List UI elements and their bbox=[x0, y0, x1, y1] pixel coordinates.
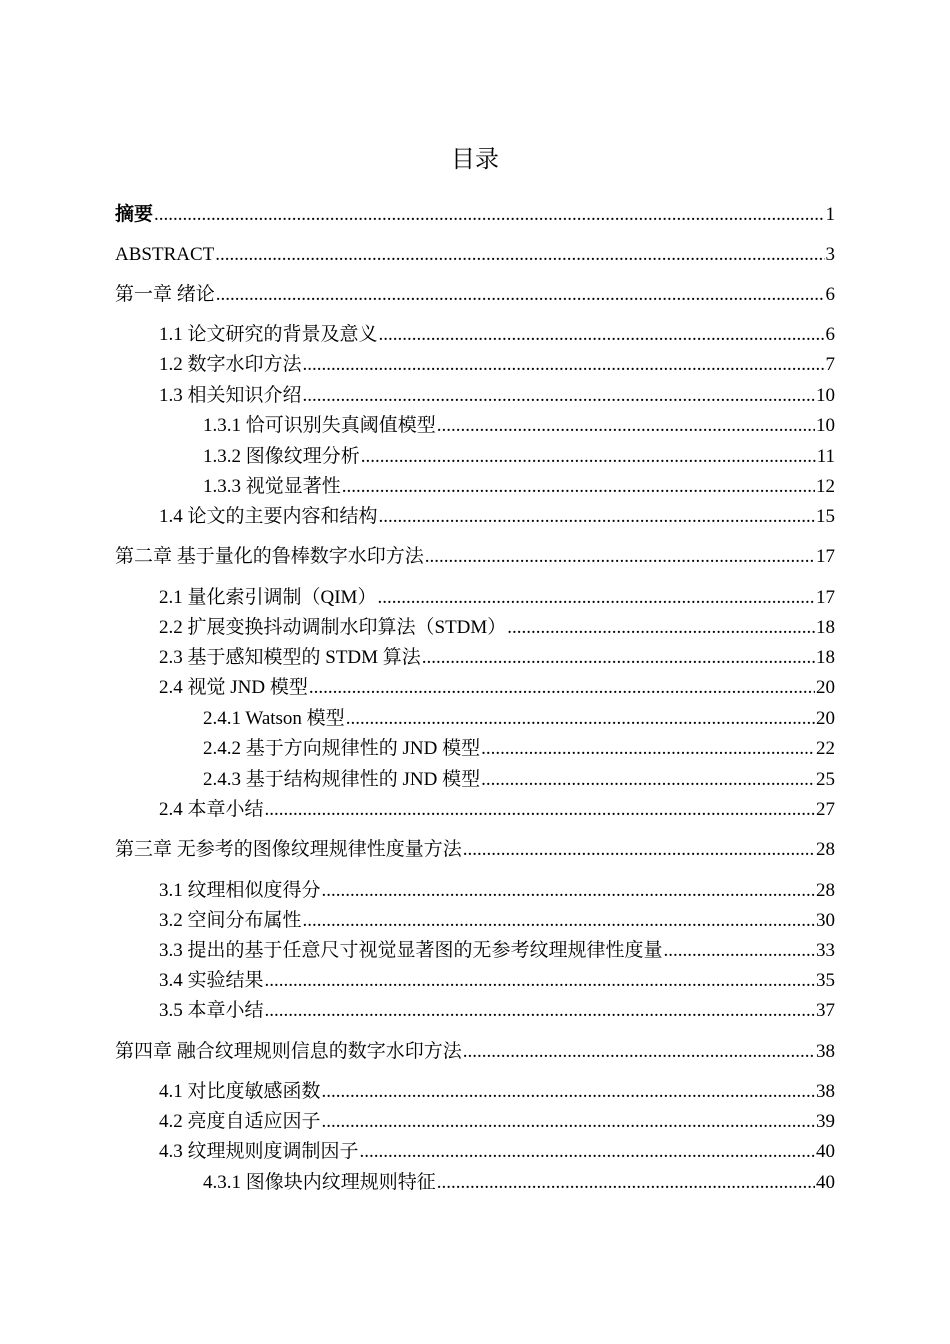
toc-entry-page-number: 33 bbox=[816, 940, 835, 961]
toc-entry[interactable] bbox=[115, 240, 835, 270]
toc-entry[interactable] bbox=[115, 835, 835, 865]
toc-dot-leader bbox=[379, 502, 815, 532]
toc-entry-page-number: 6 bbox=[825, 284, 835, 305]
toc-entry-page-number: 7 bbox=[825, 354, 835, 375]
toc-dot-leader bbox=[437, 1168, 815, 1198]
toc-dot-leader bbox=[303, 906, 815, 936]
toc-dot-leader bbox=[481, 734, 815, 764]
toc-dot-leader bbox=[216, 280, 825, 310]
toc-entry-label: 4.2 亮度自适应因子 bbox=[159, 1111, 321, 1132]
toc-entry[interactable] bbox=[115, 542, 835, 572]
toc-entry-page-number: 38 bbox=[816, 1041, 835, 1062]
toc-entry-page-number: 1 bbox=[825, 204, 835, 225]
toc-entry-label: 第一章 绪论 bbox=[115, 284, 215, 305]
toc-entry[interactable] bbox=[203, 765, 835, 795]
toc-entry[interactable] bbox=[115, 200, 835, 230]
toc-entry-page-number: 17 bbox=[816, 546, 835, 567]
toc-entry-page-number: 25 bbox=[816, 769, 835, 790]
toc-entry-label: 2.4.3 基于结构规律性的 JND 模型 bbox=[203, 769, 481, 790]
toc-entry[interactable] bbox=[159, 583, 835, 613]
toc-entry[interactable] bbox=[159, 1107, 835, 1137]
toc-entry-label: 1.1 论文研究的背景及意义 bbox=[159, 324, 378, 345]
toc-dot-leader bbox=[425, 542, 815, 572]
toc-entry-page-number: 27 bbox=[816, 799, 835, 820]
toc-entry-label: 3.5 本章小结 bbox=[159, 1000, 264, 1021]
toc-dot-leader bbox=[507, 613, 815, 643]
toc-dot-leader bbox=[265, 966, 815, 996]
toc-entry-label: 1.3.1 恰可识别失真阈值模型 bbox=[203, 415, 436, 436]
toc-entry-label: ABSTRACT bbox=[115, 244, 215, 265]
toc-entry[interactable] bbox=[159, 1077, 835, 1107]
toc-entry[interactable] bbox=[203, 472, 835, 502]
toc-entry-label: 第四章 融合纹理规则信息的数字水印方法 bbox=[115, 1041, 462, 1062]
toc-entry-label: 4.3.1 图像块内纹理规则特征 bbox=[203, 1172, 436, 1193]
toc-entry[interactable] bbox=[159, 613, 835, 643]
toc-entry[interactable] bbox=[203, 411, 835, 441]
toc-dot-leader bbox=[481, 765, 815, 795]
toc-entry-page-number: 3 bbox=[825, 244, 835, 265]
toc-entry-label: 1.2 数字水印方法 bbox=[159, 354, 302, 375]
toc-dot-leader bbox=[303, 381, 815, 411]
toc-entry-page-number: 40 bbox=[816, 1141, 835, 1162]
toc-dot-leader bbox=[322, 1107, 815, 1137]
toc-entry[interactable] bbox=[159, 643, 835, 673]
toc-entry-page-number: 20 bbox=[816, 677, 835, 698]
toc-dot-leader bbox=[422, 643, 815, 673]
toc-entry-page-number: 17 bbox=[816, 587, 835, 608]
toc-entry-label: 4.3 纹理规则度调制因子 bbox=[159, 1141, 359, 1162]
toc-dot-leader bbox=[664, 936, 815, 966]
toc-entry-label: 第二章 基于量化的鲁棒数字水印方法 bbox=[115, 546, 424, 567]
toc-entry-label: 1.3.2 图像纹理分析 bbox=[203, 446, 360, 467]
toc-dot-leader bbox=[377, 583, 815, 613]
toc-entry-label: 4.1 对比度敏感函数 bbox=[159, 1081, 321, 1102]
toc-entry-label: 2.4.1 Watson 模型 bbox=[203, 708, 345, 729]
toc-entry-page-number: 28 bbox=[816, 880, 835, 901]
toc-dot-leader bbox=[361, 442, 816, 472]
toc-dot-leader bbox=[463, 1037, 815, 1067]
toc-dot-leader bbox=[322, 876, 815, 906]
toc-entry-label: 2.2 扩展变换抖动调制水印算法（STDM） bbox=[159, 617, 507, 638]
toc-entry[interactable] bbox=[203, 734, 835, 764]
toc-entry-page-number: 6 bbox=[825, 324, 835, 345]
toc-dot-leader bbox=[342, 472, 815, 502]
toc-dot-leader bbox=[303, 350, 825, 380]
toc-entry[interactable] bbox=[159, 381, 835, 411]
toc-entry-page-number: 40 bbox=[816, 1172, 835, 1193]
toc-entry-page-number: 38 bbox=[816, 1081, 835, 1102]
toc-entry-label: 摘要 bbox=[115, 204, 154, 225]
toc-entry-label: 3.4 实验结果 bbox=[159, 970, 264, 991]
toc-dot-leader bbox=[346, 704, 815, 734]
toc-entry-page-number: 18 bbox=[816, 617, 835, 638]
toc-title: 目录 bbox=[451, 147, 499, 173]
toc-entry-label: 1.3 相关知识介绍 bbox=[159, 385, 302, 406]
toc-entry-page-number: 10 bbox=[816, 385, 835, 406]
toc-dot-leader bbox=[437, 411, 815, 441]
toc-entry-page-number: 20 bbox=[816, 708, 835, 729]
toc-entry-label: 2.4 本章小结 bbox=[159, 799, 264, 820]
toc-entry-page-number: 30 bbox=[816, 910, 835, 931]
toc-dot-leader bbox=[379, 320, 825, 350]
toc-entry-label: 1.4 论文的主要内容和结构 bbox=[159, 506, 378, 527]
toc-dot-leader bbox=[463, 835, 815, 865]
toc-entry-page-number: 28 bbox=[816, 839, 835, 860]
toc-entry[interactable] bbox=[159, 320, 835, 350]
toc-entry[interactable] bbox=[159, 966, 835, 996]
toc-entry-page-number: 35 bbox=[816, 970, 835, 991]
toc-entry-page-number: 15 bbox=[816, 506, 835, 527]
toc-dot-leader bbox=[215, 240, 824, 270]
toc-entry[interactable] bbox=[159, 906, 835, 936]
toc-dot-leader bbox=[360, 1137, 815, 1167]
toc-entry[interactable] bbox=[159, 876, 835, 906]
toc-dot-leader bbox=[265, 795, 815, 825]
toc-dot-leader bbox=[322, 1077, 815, 1107]
toc-dot-leader bbox=[265, 996, 815, 1026]
toc-entry-label: 3.2 空间分布属性 bbox=[159, 910, 302, 931]
toc-entry-page-number: 10 bbox=[816, 415, 835, 436]
toc-entry-label: 2.3 基于感知模型的 STDM 算法 bbox=[159, 647, 421, 668]
toc-entry-page-number: 12 bbox=[816, 476, 835, 497]
toc-entry[interactable] bbox=[159, 673, 835, 703]
toc-entry-label: 1.3.3 视觉显著性 bbox=[203, 476, 341, 497]
toc-entry-page-number: 22 bbox=[816, 738, 835, 759]
toc-entry-label: 3.3 提出的基于任意尺寸视觉显著图的无参考纹理规律性度量 bbox=[159, 940, 663, 961]
toc-dot-leader bbox=[154, 200, 824, 230]
toc-entry-page-number: 18 bbox=[816, 647, 835, 668]
toc-entry-label: 2.1 量化索引调制（QIM） bbox=[159, 587, 377, 608]
toc-entry[interactable] bbox=[203, 442, 835, 472]
toc-entry-label: 第三章 无参考的图像纹理规律性度量方法 bbox=[115, 839, 462, 860]
toc-entry-label: 2.4.2 基于方向规律性的 JND 模型 bbox=[203, 738, 481, 759]
toc-entry[interactable] bbox=[115, 1037, 835, 1067]
toc-entry-page-number: 37 bbox=[816, 1000, 835, 1021]
toc-entry-label: 3.1 纹理相似度得分 bbox=[159, 880, 321, 901]
toc-entry[interactable] bbox=[203, 704, 835, 734]
toc-entry[interactable] bbox=[203, 1168, 835, 1198]
toc-entry[interactable] bbox=[159, 936, 835, 966]
toc-entry[interactable] bbox=[115, 280, 835, 310]
toc-dot-leader bbox=[309, 673, 815, 703]
toc-entry-page-number: 11 bbox=[816, 446, 835, 467]
toc-entry[interactable] bbox=[159, 996, 835, 1026]
toc-entry-page-number: 39 bbox=[816, 1111, 835, 1132]
toc-entry[interactable] bbox=[159, 795, 835, 825]
toc-entry[interactable] bbox=[159, 502, 835, 532]
toc-entry[interactable] bbox=[159, 1137, 835, 1167]
toc-entry-label: 2.4 视觉 JND 模型 bbox=[159, 677, 308, 698]
toc-entry[interactable] bbox=[159, 350, 835, 380]
